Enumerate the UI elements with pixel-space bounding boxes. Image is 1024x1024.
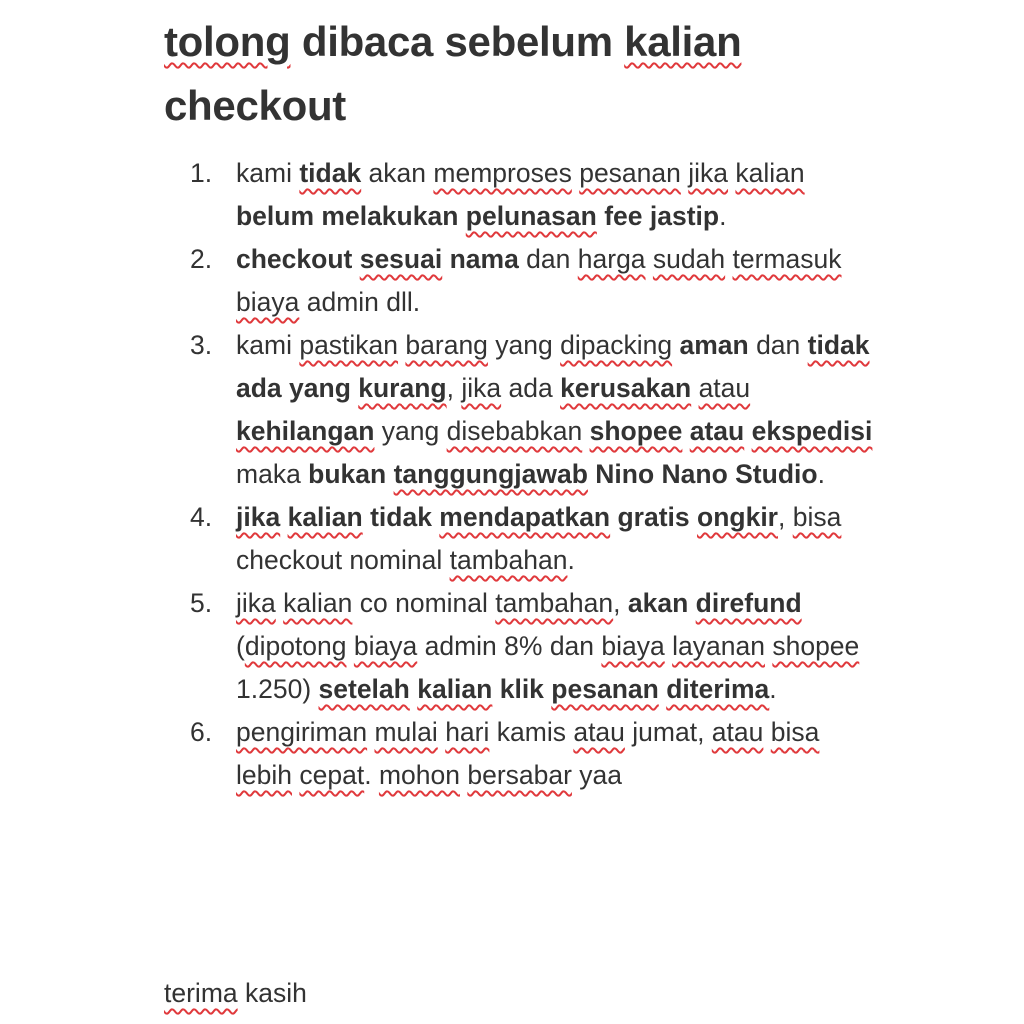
text-run: . [769, 674, 777, 704]
text-run: akan [361, 158, 434, 188]
list-item-text [236, 158, 805, 231]
misspelled-word: memproses [433, 158, 572, 188]
misspelled-word: tambahan [495, 588, 614, 618]
misspelled-word: direfund [695, 588, 802, 618]
text-run: , [446, 373, 462, 403]
text-run: maka [236, 459, 309, 489]
text-run: fee jastip [596, 201, 720, 231]
list-item [164, 711, 876, 797]
misspelled-word: pesanan [579, 158, 681, 188]
text-run: yang [374, 416, 447, 446]
text-run: klik [492, 674, 552, 704]
misspelled-word: tolong [164, 18, 291, 65]
text-run: kamis [489, 717, 574, 747]
text-run: ada [501, 373, 561, 403]
text-run: tidak [362, 502, 440, 532]
list-item-number: 4. [190, 502, 213, 532]
misspelled-word: sudah [652, 244, 726, 274]
list-item-number: 6. [190, 717, 213, 747]
misspelled-word: shopee [772, 631, 860, 661]
list-item-text [236, 244, 841, 317]
misspelled-word: pastikan [299, 330, 399, 360]
text-run: jumat, [624, 717, 712, 747]
text-run: yaa [571, 760, 623, 790]
text-run: , [613, 588, 628, 618]
misspelled-word: setelah [318, 674, 410, 704]
text-run [688, 588, 695, 618]
list-item-number: 1. [190, 158, 213, 188]
text-run [347, 631, 354, 661]
list-item [164, 238, 876, 324]
text-run: ada yang [236, 373, 359, 403]
misspelled-word: harga [577, 244, 646, 274]
misspelled-word: sesuai [359, 244, 443, 274]
misspelled-word: jika [461, 373, 502, 403]
list-item-text [236, 330, 872, 489]
text-run: admin 8% dan [417, 631, 602, 661]
misspelled-word: mohon [378, 760, 460, 790]
list-item [164, 496, 876, 582]
misspelled-word: dipotong [244, 631, 347, 661]
misspelled-word: tidak [299, 158, 362, 188]
text-run [744, 416, 751, 446]
misspelled-word: termasuk [732, 244, 842, 274]
misspelled-word: kalian [287, 502, 363, 532]
misspelled-word: kehilangan [236, 416, 375, 446]
text-run: 1.250) [236, 674, 319, 704]
list-item-number: 5. [190, 588, 213, 618]
list-item [164, 324, 876, 496]
text-run: gratis [610, 502, 698, 532]
document-title [164, 10, 864, 138]
text-run [725, 244, 732, 274]
text-run [682, 416, 689, 446]
list-item-text [236, 717, 819, 790]
text-run: aman [679, 330, 749, 360]
misspelled-word: kalian [417, 674, 493, 704]
misspelled-word: kerusakan [560, 373, 692, 403]
misspelled-word: kalian [624, 18, 742, 65]
misspelled-word: disebabkan [446, 416, 583, 446]
text-run: . [364, 760, 379, 790]
misspelled-word: ekspedisi [751, 416, 873, 446]
misspelled-word: hari [445, 717, 490, 747]
misspelled-word: atau [698, 373, 751, 403]
misspelled-word: pesanan [551, 674, 659, 704]
text-run: , [778, 502, 793, 532]
list-item-text [236, 588, 859, 704]
misspelled-word: tambahan [449, 545, 568, 575]
text-run [386, 459, 393, 489]
misspelled-word: mendapatkan [439, 502, 611, 532]
text-run: akan [627, 588, 689, 618]
misspelled-word: kalian [283, 588, 353, 618]
misspelled-word: bisa [792, 502, 842, 532]
misspelled-word: ongkir [697, 502, 778, 532]
misspelled-word: tidak [807, 330, 870, 360]
text-run [691, 373, 698, 403]
closing-text [164, 972, 307, 1015]
text-run: . [567, 545, 575, 575]
list-item-number: 2. [190, 244, 213, 274]
text-run [280, 502, 287, 532]
misspelled-word: biaya [601, 631, 665, 661]
text-run: ( [236, 631, 245, 661]
misspelled-word: biaya [236, 287, 300, 317]
misspelled-word: jika [688, 158, 729, 188]
text-run: belum melakukan [236, 201, 466, 231]
text-run [582, 416, 589, 446]
text-run: checkout nominal [236, 545, 450, 575]
text-run: dibaca sebelum [290, 18, 625, 65]
text-run: admin dll. [299, 287, 421, 317]
misspelled-word: kalian [735, 158, 805, 188]
list-item [164, 582, 876, 711]
rules-list [164, 152, 873, 797]
misspelled-word: atau [711, 717, 764, 747]
misspelled-word: cepat [299, 760, 365, 790]
text-run: checkout [164, 82, 346, 129]
text-run: kami [236, 158, 300, 188]
misspelled-word: pengiriman [236, 717, 368, 747]
misspelled-word: kurang [358, 373, 447, 403]
misspelled-word: diterima [666, 674, 770, 704]
text-run: Nino Nano Studio [587, 459, 818, 489]
list-item-number: 3. [190, 330, 213, 360]
misspelled-word: terima [164, 978, 238, 1008]
text-run: dan [748, 330, 808, 360]
text-run: . [719, 201, 727, 231]
text-run: bukan [308, 459, 387, 489]
text-run: dan [518, 244, 578, 274]
misspelled-word: dipacking [560, 330, 673, 360]
list-item [164, 152, 876, 238]
misspelled-word: barang [405, 330, 488, 360]
text-run: yang [487, 330, 561, 360]
misspelled-word: tanggungjawab [393, 459, 588, 489]
text-run: checkout [236, 244, 360, 274]
misspelled-word: jika [236, 588, 276, 618]
misspelled-word: lebih [236, 760, 292, 790]
text-run [646, 244, 653, 274]
text-run: . [817, 459, 825, 489]
misspelled-word: jika [236, 502, 281, 532]
misspelled-word: layanan [672, 631, 765, 661]
text-run [763, 717, 770, 747]
document-body [164, 10, 873, 797]
misspelled-word: biaya [353, 631, 418, 661]
misspelled-word: atau [689, 416, 745, 446]
list-item-text [236, 502, 841, 575]
text-run: nama [442, 244, 519, 274]
misspelled-word: atau [573, 717, 625, 747]
misspelled-word: mulai [374, 717, 438, 747]
text-run: kasih [237, 978, 307, 1008]
misspelled-word: bersabar [467, 760, 572, 790]
text-run: co nominal [352, 588, 496, 618]
misspelled-word: pelunasan [465, 201, 597, 231]
text-run: kami [236, 330, 300, 360]
misspelled-word: bisa [770, 717, 820, 747]
misspelled-word: shopee [589, 416, 683, 446]
